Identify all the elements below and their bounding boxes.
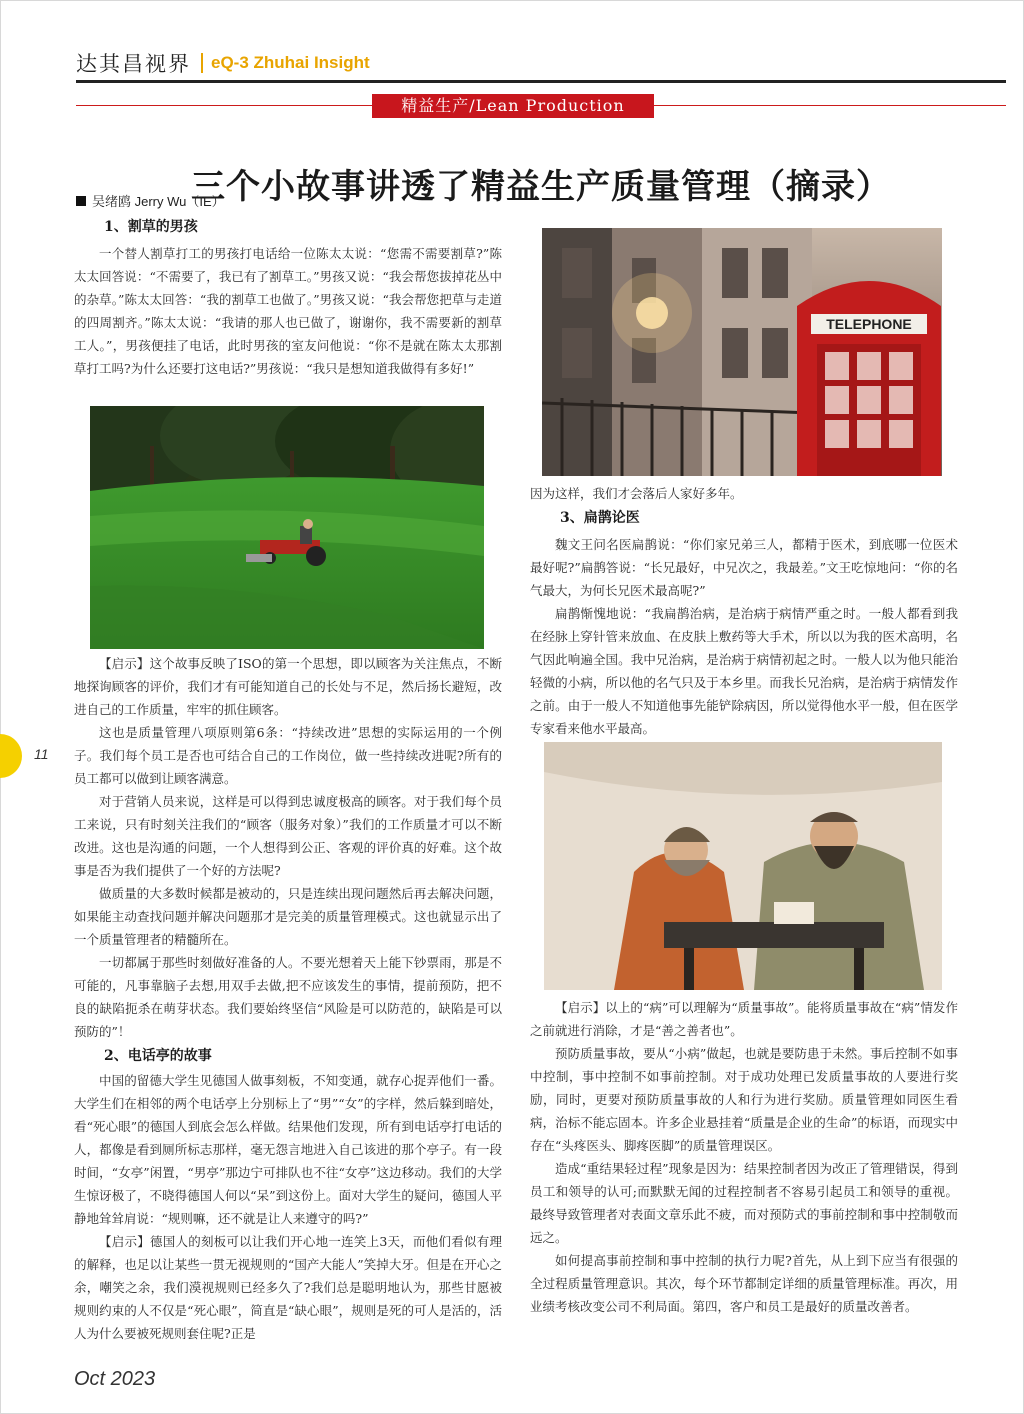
left-column-bottom bbox=[74, 652, 502, 1345]
right-column-top bbox=[530, 482, 958, 740]
masthead bbox=[76, 48, 370, 78]
paragraph: 对于营销人员来说，这样是可以得到忠诚度极高的顾客。对于我们每个员工来说，只有时刻关注我们的“顾客（服务对象）”我们的工作质量才可以不断改进。这也是沟通的问题，一个人想得到公正、客观的评价真的好难。这个故事是否为我们提供了一个好的方法呢? bbox=[74, 794, 502, 878]
article-title: 三个小故事讲透了精益生产质量管理（摘录） bbox=[191, 166, 891, 207]
issue-date: Oct 2023 bbox=[74, 1368, 156, 1390]
author-line bbox=[76, 191, 225, 210]
section-heading-1: 1、割草的男孩 bbox=[104, 219, 198, 235]
square-bullet-icon bbox=[76, 196, 86, 206]
brand-separator bbox=[201, 53, 203, 73]
author-name: 吴绪鸥 Jerry Wu（IE） bbox=[92, 194, 225, 209]
section-tag: 精益生产/Lean Production bbox=[372, 94, 654, 118]
telephone-booth-photo bbox=[542, 228, 942, 476]
left-column-top bbox=[74, 216, 502, 380]
paragraph: 【启示】这个故事反映了ISO的第一个思想，即以顾客为关注焦点，不断地探询顾客的评价，我们才有可能知道自己的长处与不足，然后扬长避短，改进自己的工作质量，牢牢的抓住顾客。 bbox=[74, 656, 502, 717]
paragraph: 因为这样，我们才会落后人家好多年。 bbox=[530, 486, 743, 501]
bian-que-painting bbox=[544, 742, 942, 990]
lawn-mower-photo bbox=[90, 406, 484, 649]
paragraph: 如何提高事前控制和事中控制的执行力呢?首先，从上到下应当有很强的全过程质量管理意识。其次，每个环节都制定详细的质量管理标准。再次，用业绩考核改变公司不利局面。第四，客户和员工是最好的质量改善者。 bbox=[530, 1253, 958, 1314]
section-heading-2: 2、电话亭的故事 bbox=[104, 1048, 212, 1064]
paragraph: 一切都属于那些时刻做好准备的人。不要光想着天上能下钞票雨，那是不可能的，凡事靠脑子去想,用双手去做,把不应该发生的事情，提前预防，把不良的缺陷扼杀在萌芽状态。我们要始终坚信“风险是可以防范的，缺陷是可以预防的”！ bbox=[74, 955, 502, 1039]
telephone-sign-text: TELEPHONE bbox=[826, 316, 912, 332]
paragraph: 魏文王问名医扁鹊说：“你们家兄弟三人，都精于医术，到底哪一位医术最好呢?”扁鹊答说：“长兄最好，中兄次之，我最差。”文王吃惊地问：“你的名气最大，为何长兄医术最高呢?” bbox=[530, 537, 958, 598]
paragraph: 造成“重结果轻过程”现象是因为：结果控制者因为改正了管理错误，得到员工和领导的认可;而默默无闻的过程控制者不容易引起员工和领导的重视。最终导致管理者对表面文章乐此不疲，而对预防式的事前控制和事中控制敬而远之。 bbox=[530, 1161, 958, 1245]
paragraph: 扁鹊惭愧地说：“我扁鹊治病，是治病于病情严重之时。一般人都看到我在经脉上穿针管来放血、在皮肤上敷药等大手术，所以以为我的医术高明，名气因此响遍全国。我中兄治病，是治病于病情初起之时。一般人以为他只能治轻微的小病，所以他的名气只及于本乡里。而我长兄治病，是治病于病情发作之前。由于一般人不知道他事先能铲除病因，所以觉得他水平一般，但在医学专家看来他水平最高。 bbox=[530, 606, 958, 736]
right-column-bottom bbox=[530, 996, 958, 1318]
page-number: 11 bbox=[34, 746, 49, 762]
paragraph: 【启示】以上的“病”可以理解为“质量事故”。能将质量事故在“病”情发作之前就进行消除，才是“善之善者也”。 bbox=[530, 1000, 958, 1038]
paragraph: 这也是质量管理八项原则第6条：“持续改进”思想的实际运用的一个例子。我们每个员工是否也可结合自己的工作岗位，做一些持续改进呢?所有的员工都可以做到让顾客满意。 bbox=[74, 725, 502, 786]
paragraph: 一个替人割草打工的男孩打电话给一位陈太太说：“您需不需要割草?”陈太太回答说：“不需要了，我已有了割草工。”男孩又说：“我会帮您拔掉花丛中的杂草。”陈太太回答：“我的割草工也做了。”男孩又说：“我会帮您把草与走道的四周割齐。”陈太太说：“我请的那人也已做了，谢谢你，我不需要新的割草工人。”，男孩便挂了电话，此时男孩的室友问他说：“你不是就在陈太太那割草打工吗?为什么还要打这电话?”男孩说：“我只是想知道我做得有多好!” bbox=[74, 246, 502, 376]
header-rule bbox=[76, 80, 1006, 83]
paragraph: 中国的留德大学生见德国人做事刻板，不知变通，就存心捉弄他们一番。大学生们在相邻的两个电话亭上分别标上了“男”“女”的字样，然后躲到暗处，看“死心眼”的德国人到底会怎么样做。结果他们发现，所有到电话亭打电话的人，都像是看到厕所标志那样，毫无怨言地进入自己该进的那个亭子。有一段时间，“女亭”闲置，“男亭”那边宁可排队也不往“女亭”这边移动。我们的大学生惊讶极了，不晓得德国人何以“呆”到这份上。面对大学生的疑问，德国人平静地耸耸肩说：“规则嘛，还不就是让人来遵守的吗?” bbox=[74, 1073, 502, 1226]
brand-name-en: eQ-3 Zhuhai Insight bbox=[211, 53, 370, 72]
paragraph: 做质量的大多数时候都是被动的，只是连续出现问题然后再去解决问题，如果能主动查找问题并解决问题那才是完美的质量管理模式。这也就显示出了一个质量管理者的精髓所在。 bbox=[74, 886, 502, 947]
section-heading-3: 3、扁鹊论医 bbox=[560, 510, 640, 526]
paragraph: 【启示】德国人的刻板可以让我们开心地一连笑上3天，而他们看似有理的解释，也足以让某些一贯无视规则的“国产大能人”笑掉大牙。但是在开心之余，嘲笑之余，我们漠视规则已经多久了?我们总是聪明地认为，那些甘愿被规则约束的人不仅是“死心眼”，简直是“缺心眼”，规则是死的可人是活的，活人为什么要被死规则套住呢?正是 bbox=[74, 1234, 502, 1341]
paragraph: 预防质量事故，要从“小病”做起，也就是要防患于未然。事后控制不如事中控制，事中控制不如事前控制。对于成功处理已发质量事故的人要进行奖励，同时，更要对预防质量事故的人和行为进行奖励。质量管理如同医生看病，治标不能忘固本。许多企业悬挂着“质量是企业的生命”的标语，而现实中存在“头疼医头、脚疼医脚”的质量管理误区。 bbox=[530, 1046, 958, 1153]
brand-name-cn: 达其昌视界 bbox=[76, 52, 191, 76]
